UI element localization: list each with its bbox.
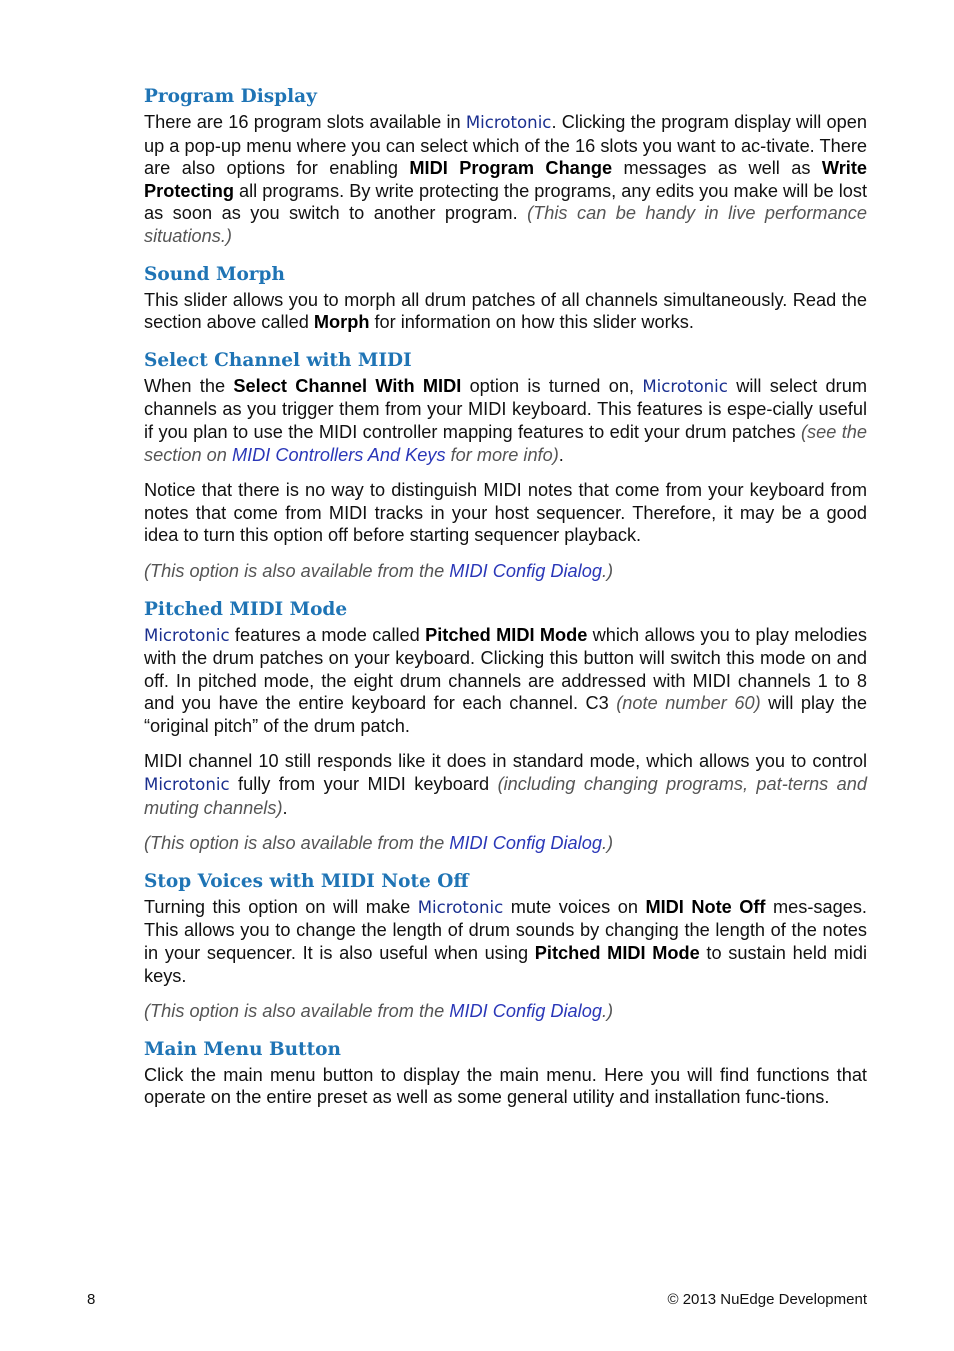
brand-name: Microtonic xyxy=(465,113,552,132)
text: When the xyxy=(144,375,234,396)
text: . Clicking the program display will open up a pop-up menu where you can select which of the 16 slots you want to ac-tivate. There are also options for enabling xyxy=(144,112,868,179)
text: mes-sages. This allows you to change the length of drum sounds by changing the length of the notes in your sequencer. It is also useful when using xyxy=(144,896,867,964)
italic-note: (This option is also available from the xyxy=(144,1001,450,1022)
brand-name: Microtonic xyxy=(144,625,230,645)
section-heading: Select Channel with MIDI xyxy=(144,349,412,371)
section-heading: Main Menu Button xyxy=(144,1038,341,1060)
italic-note: for more info) xyxy=(445,444,559,465)
text: messages as well as xyxy=(612,158,822,179)
text: features a mode called xyxy=(229,624,426,645)
brand-name: Microtonic xyxy=(417,897,504,917)
copyright: © 2013 NuEdge Development xyxy=(667,1291,867,1308)
paragraph xyxy=(144,1000,867,1023)
text: for information on how this slider works. xyxy=(369,312,694,333)
brand-name: Microtonic xyxy=(144,775,230,795)
bold-term: MIDI Note Off xyxy=(645,896,766,917)
paragraph xyxy=(144,375,867,466)
text: Turning this option on will make xyxy=(144,896,418,917)
text: There are 16 program slots available in xyxy=(144,112,466,132)
italic-note: (note number 60) xyxy=(616,693,761,714)
paragraph xyxy=(144,289,867,334)
text: option is turned on, xyxy=(461,375,643,396)
italic-note: (This can be handy in live performance situations.) xyxy=(144,203,868,246)
section-stop-voices xyxy=(144,869,867,1023)
section-heading: Program Display xyxy=(144,86,317,107)
text: fully from your MIDI keyboard xyxy=(229,774,498,795)
brand-name: Microtonic xyxy=(642,376,728,396)
paragraph: Notice that there is no way to distinguish MIDI notes that come from your keyboard from notes that come from MIDI tracks in your host sequencer. Therefore, it may be a good idea to turn this option off before starting sequencer playback. xyxy=(144,480,867,546)
paragraph xyxy=(144,560,867,583)
italic-note: (This option is also available from the xyxy=(144,833,450,854)
text: mute voices on xyxy=(503,896,646,917)
cross-reference-link[interactable]: MIDI Config Dialog xyxy=(449,560,602,581)
document-page xyxy=(144,84,867,1123)
section-heading: Pitched MIDI Mode xyxy=(144,598,348,620)
italic-note: .) xyxy=(601,833,614,854)
text: MIDI channel 10 still responds like it does in standard mode, which allows you to control xyxy=(144,751,867,772)
paragraph xyxy=(144,896,867,987)
text: will select drum channels as you trigger them from your MIDI keyboard. This features is espe-cially useful if you plan to use the MIDI controller mapping features to edit your drum patches xyxy=(144,375,867,442)
italic-note: (This option is also available from the xyxy=(144,560,450,581)
bold-term: MIDI Program Change xyxy=(409,158,613,179)
text: which allows you to play melodies with the drum patches on your keyboard. Clicking this button will switch this mode on and off. In pitched mode, the eight drum channels are addressed with MIDI channels 1 to 8 and you have the entire keyboard for each channel. C3 xyxy=(144,624,868,714)
paragraph xyxy=(144,832,867,855)
italic-note: .) xyxy=(601,1001,614,1022)
section-heading: Stop Voices with MIDI Note Off xyxy=(144,870,469,892)
section-program-display xyxy=(144,84,867,248)
bold-term: Pitched MIDI Mode xyxy=(425,624,588,645)
cross-reference-link[interactable]: MIDI Config Dialog xyxy=(449,1001,602,1022)
bold-term: Select Channel With MIDI xyxy=(233,375,462,396)
italic-note: (see the section on xyxy=(144,421,867,465)
italic-note: .) xyxy=(601,560,614,581)
section-main-menu-button xyxy=(144,1037,867,1109)
section-select-channel-midi xyxy=(144,348,867,583)
text: to sustain held midi keys. xyxy=(144,943,868,986)
cross-reference-link[interactable]: MIDI Config Dialog xyxy=(449,833,602,854)
text: This slider allows you to morph all drum patches of all channels simultaneously. Read the section above called xyxy=(144,289,867,333)
page-number: 8 xyxy=(87,1291,96,1308)
section-pitched-midi-mode xyxy=(144,597,867,855)
text: will play the “original pitch” of the drum patch. xyxy=(144,693,868,736)
cross-reference-link[interactable]: MIDI Controllers And Keys xyxy=(231,444,446,465)
bold-term: Morph xyxy=(313,312,370,333)
paragraph xyxy=(144,624,867,738)
section-sound-morph xyxy=(144,262,867,334)
text: . xyxy=(282,797,288,818)
paragraph xyxy=(144,111,867,248)
paragraph xyxy=(144,750,867,819)
paragraph: Click the main menu button to display the main menu. Here you will find functions that operate on the entire preset as well as some general utility and installation func-tions. xyxy=(144,1064,867,1108)
text: . xyxy=(558,444,564,465)
section-heading: Sound Morph xyxy=(144,263,285,285)
italic-note: (including changing programs, pat-terns and muting channels) xyxy=(144,774,867,818)
bold-term: Write Protecting xyxy=(144,158,868,201)
text: all programs. By write protecting the programs, any edits you make will be lost as soon as you switch to another program. xyxy=(144,180,867,224)
bold-term: Pitched MIDI Mode xyxy=(534,943,700,964)
